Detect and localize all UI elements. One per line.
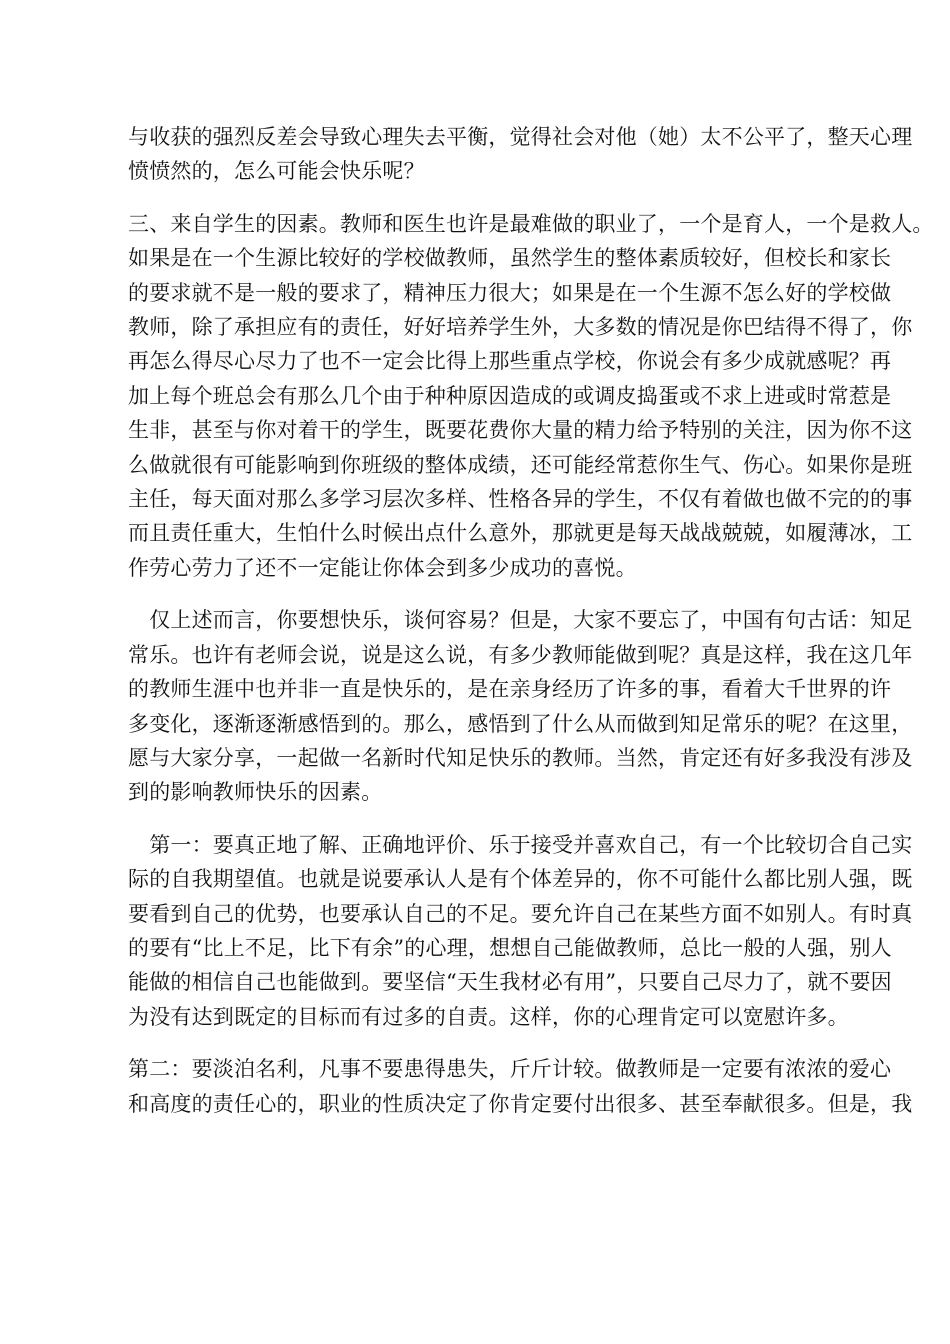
paragraph-1 bbox=[128, 120, 913, 189]
text-line: 再怎么得尽心尽力了也不一定会比得上那些重点学校，你说会有多少成就感呢？再 bbox=[128, 349, 892, 374]
text-line: 么做就很有可能影响到你班级的整体成绩，还可能经常惹你生气、伤心。如果你是班 bbox=[128, 452, 913, 477]
text-line: 如果是在一个生源比较好的学校做教师，虽然学生的整体素质较好，但校长和家长 bbox=[128, 246, 892, 271]
text-line: 多变化，逐渐逐渐感悟到的。那么，感悟到了什么从而做到知足常乐的呢？在这里， bbox=[128, 711, 913, 736]
text-line: 到的影响教师快乐的因素。 bbox=[128, 780, 383, 805]
text-line: 而且责任重大，生怕什么时候出点什么意外，那就更是每天战战兢兢，如履薄冰，工 bbox=[128, 521, 913, 546]
text-line: 的要求就不是一般的要求了，精神压力很大；如果是在一个生源不怎么好的学校做 bbox=[128, 280, 892, 305]
text-line: 主任，每天面对那么多学习层次多样、性格各异的学生，不仅有着做也做不完的的事 bbox=[128, 487, 913, 512]
text-line: 能做的相信自己也能做到。要坚信“天生我材必有用”，只要自己尽力了，就不要因 bbox=[128, 970, 892, 995]
text-line: 和高度的责任心的，职业的性质决定了你肯定要付出很多、甚至奉献很多。但是，我 bbox=[128, 1091, 913, 1116]
text-line: 的教师生涯中也并非一直是快乐的，是在亲身经历了许多的事，看着大千世界的许 bbox=[128, 677, 892, 702]
text-line: 为没有达到既定的目标而有过多的自责。这样，你的心理肯定可以宽慰许多。 bbox=[128, 1004, 849, 1029]
text-line: 加上每个班总会有那么几个由于种种原因造成的或调皮捣蛋或不求上进或时常惹是 bbox=[128, 383, 892, 408]
text-line: 仅上述而言，你要想快乐，谈何容易？但是，大家不要忘了，中国有句古话：知足 bbox=[128, 608, 913, 633]
text-line: 常乐。也许有老师会说，说是这么说，有多少教师能做到呢？真是这样，我在这几年 bbox=[128, 642, 913, 667]
text-line: 第二：要淡泊名利，凡事不要患得患失，斤斤计较。做教师是一定要有浓浓的爱心 bbox=[128, 1057, 892, 1082]
text-line: 第一：要真正地了解、正确地评价、乐于接受并喜欢自己，有一个比较切合自己实 bbox=[128, 832, 913, 857]
document-body bbox=[128, 120, 934, 1139]
text-line: 愿与大家分享，一起做一名新时代知足快乐的教师。当然，肯定还有好多我没有涉及 bbox=[128, 745, 913, 770]
paragraph-5 bbox=[128, 1052, 913, 1121]
paragraph-2 bbox=[128, 207, 934, 585]
text-line: 生非，甚至与你对着干的学生，既要花费你大量的精力给予特别的关注，因为你不这 bbox=[128, 418, 913, 443]
text-line: 的要有“比上不足，比下有余”的心理，想想自己能做教师，总比一般的人强，别人 bbox=[128, 935, 892, 960]
text-line: 作劳心劳力了还不一定能让你体会到多少成功的喜悦。 bbox=[128, 555, 637, 580]
text-line: 三、来自学生的因素。教师和医生也许是最难做的职业了，一个是育人，一个是救人。 bbox=[128, 211, 934, 236]
paragraph-3 bbox=[128, 603, 913, 809]
text-line: 愤愤然的，怎么可能会快乐呢？ bbox=[128, 159, 425, 184]
text-line: 与收获的强烈反差会导致心理失去平衡，觉得社会对他（她）太不公平了，整天心理 bbox=[128, 125, 913, 149]
paragraph-4 bbox=[128, 828, 913, 1034]
text-line: 要看到自己的优势，也要承认自己的不足。要允许自己在某些方面不如别人。有时真 bbox=[128, 901, 913, 926]
text-line: 教师，除了承担应有的责任，好好培养学生外，大多数的情况是你巴结得不得了，你 bbox=[128, 315, 913, 340]
text-line: 际的自我期望值。也就是说要承认人是有个体差异的，你不可能什么都比别人强，既 bbox=[128, 867, 913, 892]
